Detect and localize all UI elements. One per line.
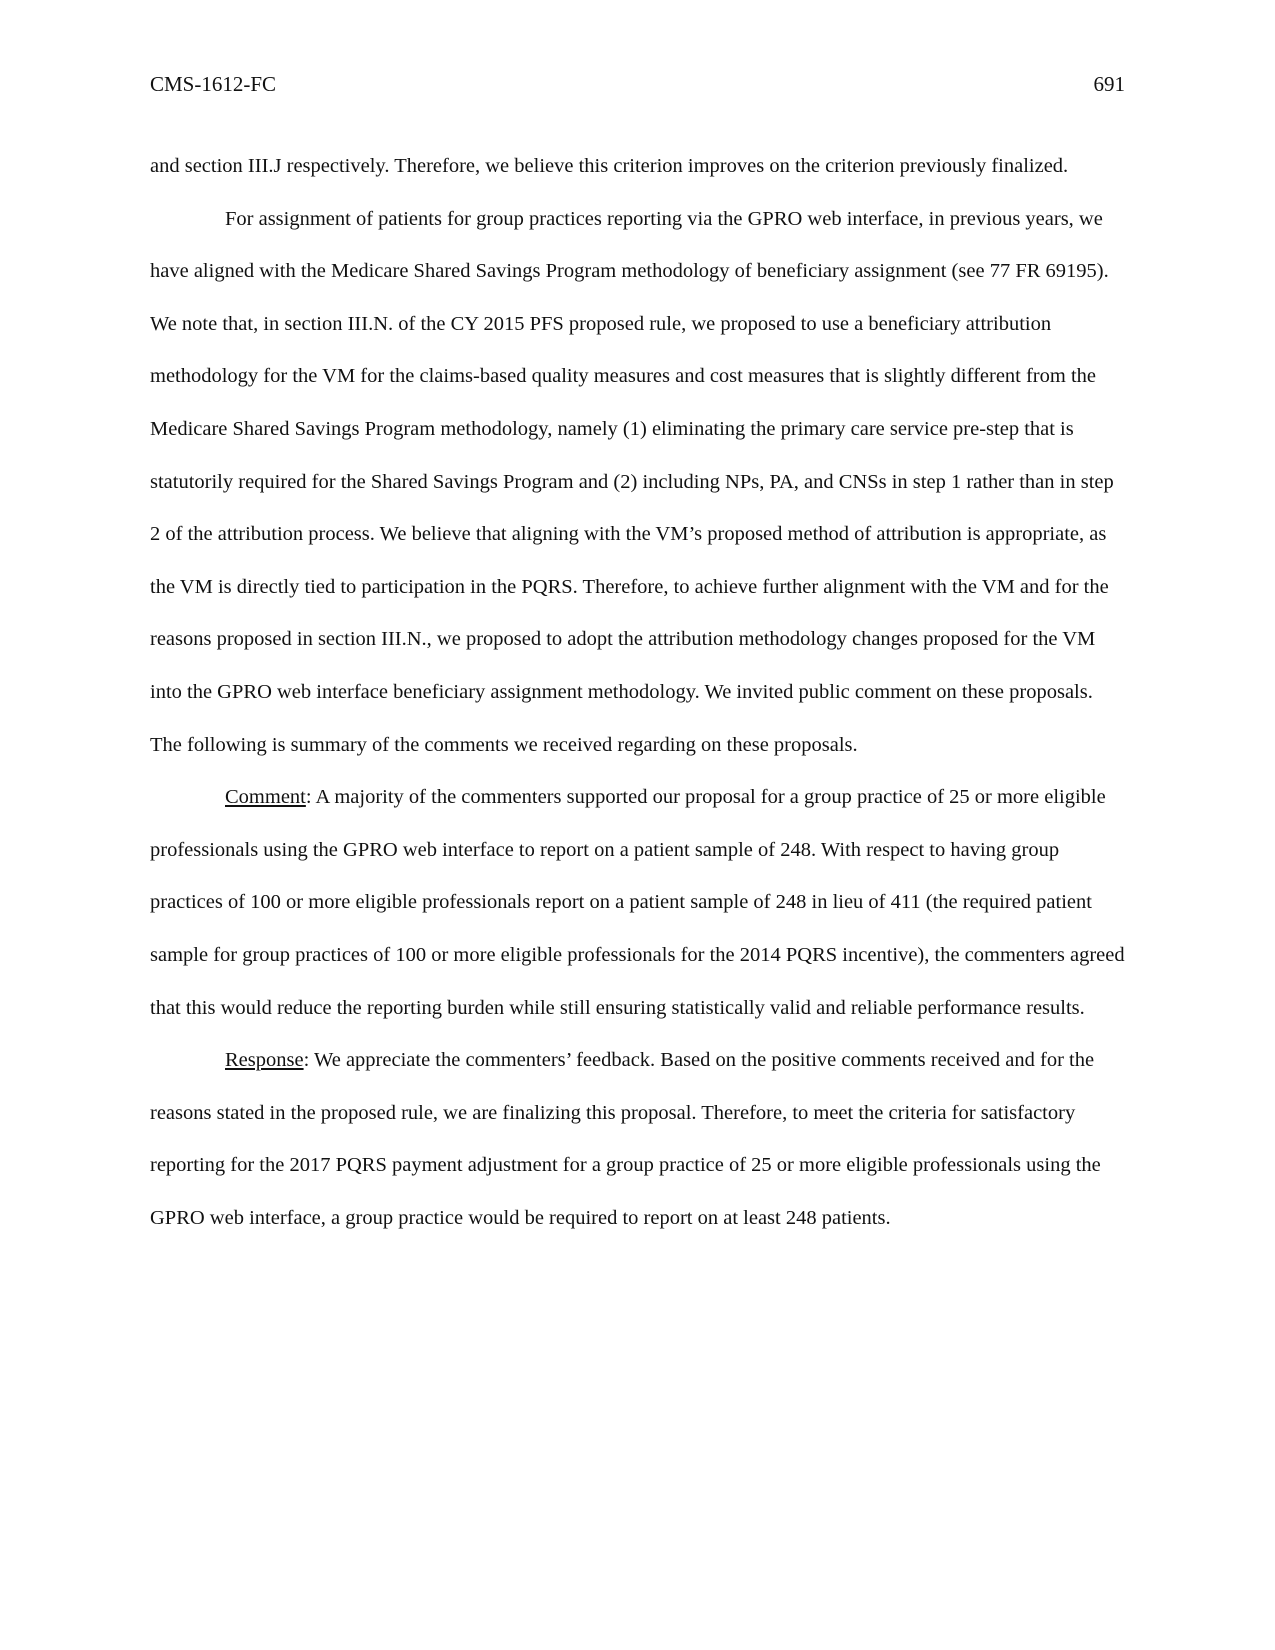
paragraph-text: For assignment of patients for group practices reporting via the GPRO web interface, in previous years, we have aligned with the Medicare Shared Savings Program methodology of beneficiary assignment (see 77 FR 69195). We note that, in section III.N. of the CY 2015 PFS proposed rule, we proposed to use a beneficiary attribution methodology for the VM for the claims-based quality measures and cost measures that is slightly different from the Medicare Shared Savings Program methodology, namely (1) eliminating the primary care service pre-step that is statutorily required for the Shared Savings Program and (2) including NPs, PA, and CNSs in step 1 rather than in step 2 of the attribution process. We believe that aligning with the VM’s proposed method of attribution is appropriate, as the VM is directly tied to participation in the PQRS. Therefore, to achieve further alignment with the VM and for the reasons proposed in section III.N., we proposed to adopt the attribution methodology changes proposed for the VM into the GPRO web interface beneficiary assignment methodology. We invited public comment on these proposals. The following is summary of the comments we received regarding on these proposals. — [150, 207, 1114, 756]
comment-label: Comment — [225, 786, 306, 809]
response-label: Response — [225, 1049, 304, 1072]
paragraph-text: : A majority of the commenters supported our proposal for a group practice of 25 or more eligible professionals using the GPRO web interface to report on a patient sample of 248. With respect to having group practices of 100 or more eligible professionals report on a patient sample of 248 in lieu of 411 (the required patient sample for group practices of 100 or more eligible professionals for the 2014 PQRS incentive), the commenters agreed that this would reduce the reporting burden while still ensuring statistically valid and reliable performance results. — [150, 786, 1125, 1019]
paragraph-text: : We appreciate the commenters’ feedback. Based on the positive comments received and for the reasons stated in the proposed rule, we are finalizing this proposal. Therefore, to meet the criteria for satisfactory reporting for the 2017 PQRS payment adjustment for a group practice of 25 or more eligible professionals using the GPRO web interface, a group practice would be required to report on at least 248 patients. — [150, 1049, 1101, 1229]
paragraph-assignment — [150, 193, 1125, 772]
page-header — [150, 72, 1125, 112]
paragraph-comment — [150, 771, 1125, 1034]
paragraph-response — [150, 1034, 1125, 1244]
document-id: CMS-1612-FC — [150, 72, 277, 96]
page-number: 691 — [1093, 72, 1125, 96]
paragraph-text: and section III.J respectively. Therefore, we believe this criterion improves on the criterion previously finalized. — [150, 155, 1069, 177]
document-body — [150, 140, 1125, 1244]
paragraph-continued — [150, 140, 1125, 193]
